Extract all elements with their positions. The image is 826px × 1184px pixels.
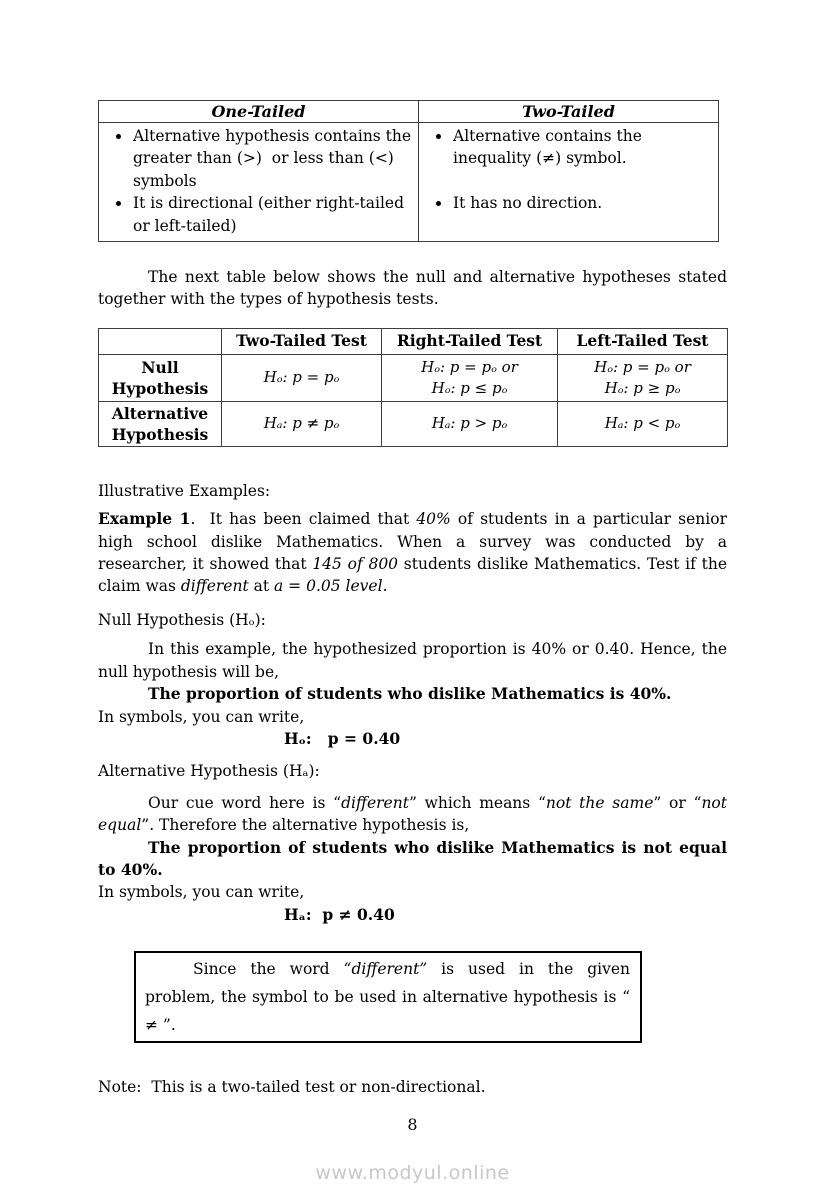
two-tailed-note: Note: This is a two-tailed test or non-directional. [98,1078,486,1097]
text-run: ” or “ [653,793,702,812]
alternative-left-tailed-formula: Hₐ: p < pₒ [558,401,728,446]
null-hypothesis-row [99,354,728,401]
null-two-tailed-formula: Hₒ: p = pₒ [222,354,382,401]
text-run: is used in the given problem, the symbol to be used in alternative hypothesis is “ ≠ ”. [145,960,630,1035]
null-left-tailed-formula [558,354,728,401]
formula-line-2: Hₒ: p ≥ pₒ [604,378,681,397]
one-tailed-header: One-Tailed [99,101,419,123]
null-right-tailed-formula [382,354,558,401]
text-run: ”. Therefore the alternative hypothesis is, [141,816,470,835]
text-run: Since the word [193,960,344,979]
callout-text [145,955,630,1039]
text-run: of students in a particular senior high school dislike Mathematics. When a survey was conducted by a researcher, it showed that [98,510,727,574]
text-run: ” which means “ [408,793,546,812]
two-tailed-bullet-1: • Alternative contains the inequality (≠) symbol. [452,125,712,170]
italic-run: different [341,793,409,812]
italic-run: a = 0.05 level [274,577,383,596]
two-tailed-header: Two-Tailed [419,101,719,123]
alternative-hypothesis-row [99,401,728,446]
formula-line-2: Hₒ: p ≤ pₒ [431,378,508,397]
left-tailed-test-header: Left-Tailed Test [558,328,728,354]
two-tailed-bullet-list [419,125,712,214]
italic-run: not equal [98,793,727,835]
intro-paragraph: The next table below shows the null and alternative hypotheses stated together with the types of hypothesis tests. [98,268,727,309]
watermark-text: www.modyul.online [315,1161,510,1184]
alternative-two-tailed-formula: Hₐ: p ≠ pₒ [222,401,382,446]
right-tailed-test-header: Right-Tailed Test [382,328,558,354]
hypothesis-table-header-row [99,328,728,354]
italic-run: different [180,577,249,596]
formula-line-1: Hₒ: p = pₒ or [594,357,691,376]
hypothesis-types-table [98,328,728,447]
alternative-hypothesis-row-label: Alternative Hypothesis [99,401,222,446]
alternative-hypothesis-symbolic-formula: Hₐ: p ≠ 0.40 [284,904,395,924]
italic-run: 40% [416,510,451,529]
null-symbols-intro: In symbols, you can write, [98,707,305,726]
italic-run: 145 of 800 [312,555,399,574]
tailed-comparison-header-row [99,101,719,123]
one-tailed-cell [99,123,419,242]
text-run: students dislike Mathematics. Test if the claim was [98,555,727,596]
null-hypothesis-statement: The proportion of students who dislike Mathematics is 40%. [148,684,672,704]
one-tailed-bullet-1: • Alternative hypothesis contains the greater than (>) or less than (<) symbols [132,125,412,192]
example-1-label: Example 1 [98,509,191,529]
alternative-symbols-intro: In symbols, you can write, [98,883,305,902]
page-number: 8 [407,1114,418,1134]
one-tailed-bullet-2: • It is directional (either right-tailed or left-tailed) [132,192,412,237]
example-1-paragraph [98,508,727,598]
text-run: at [248,577,275,596]
null-hypothesis-section-label: Null Hypothesis (Hₒ): [98,610,266,629]
null-hypothesis-row-label: Null Hypothesis [99,354,222,401]
blank-corner-cell [99,328,222,354]
tailed-comparison-table [98,100,719,242]
alternative-right-tailed-formula: Hₐ: p > pₒ [382,401,558,446]
different-symbol-callout-box [134,951,642,1043]
null-hypothesis-symbolic-formula: Hₒ: p = 0.40 [284,728,401,748]
alternative-hypothesis-section-label: Alternative Hypothesis (Hₐ): [98,762,320,781]
italic-run: “different” [343,960,428,979]
text-run: Our cue word here is “ [148,793,342,812]
text-run: . [382,577,388,596]
text-run: . It has been claimed that [190,510,417,529]
formula-line-1: Hₒ: p = pₒ or [421,357,518,376]
illustrative-examples-label: Illustrative Examples: [98,481,271,500]
alternative-hypothesis-paragraph [98,792,727,837]
null-hypothesis-paragraph: In this example, the hypothesized proportion is 40% or 0.40. Hence, the null hypothesis will be, [98,640,727,681]
two-tailed-cell [419,123,719,242]
italic-run: not the same [545,793,654,812]
two-tailed-bullet-2: • It has no direction. [452,192,712,214]
alternative-hypothesis-statement: The proportion of students who dislike Mathematics is not equal to 40%. [98,837,727,879]
tailed-comparison-body-row [99,123,719,242]
one-tailed-bullet-list [99,125,412,237]
two-tailed-test-header: Two-Tailed Test [222,328,382,354]
